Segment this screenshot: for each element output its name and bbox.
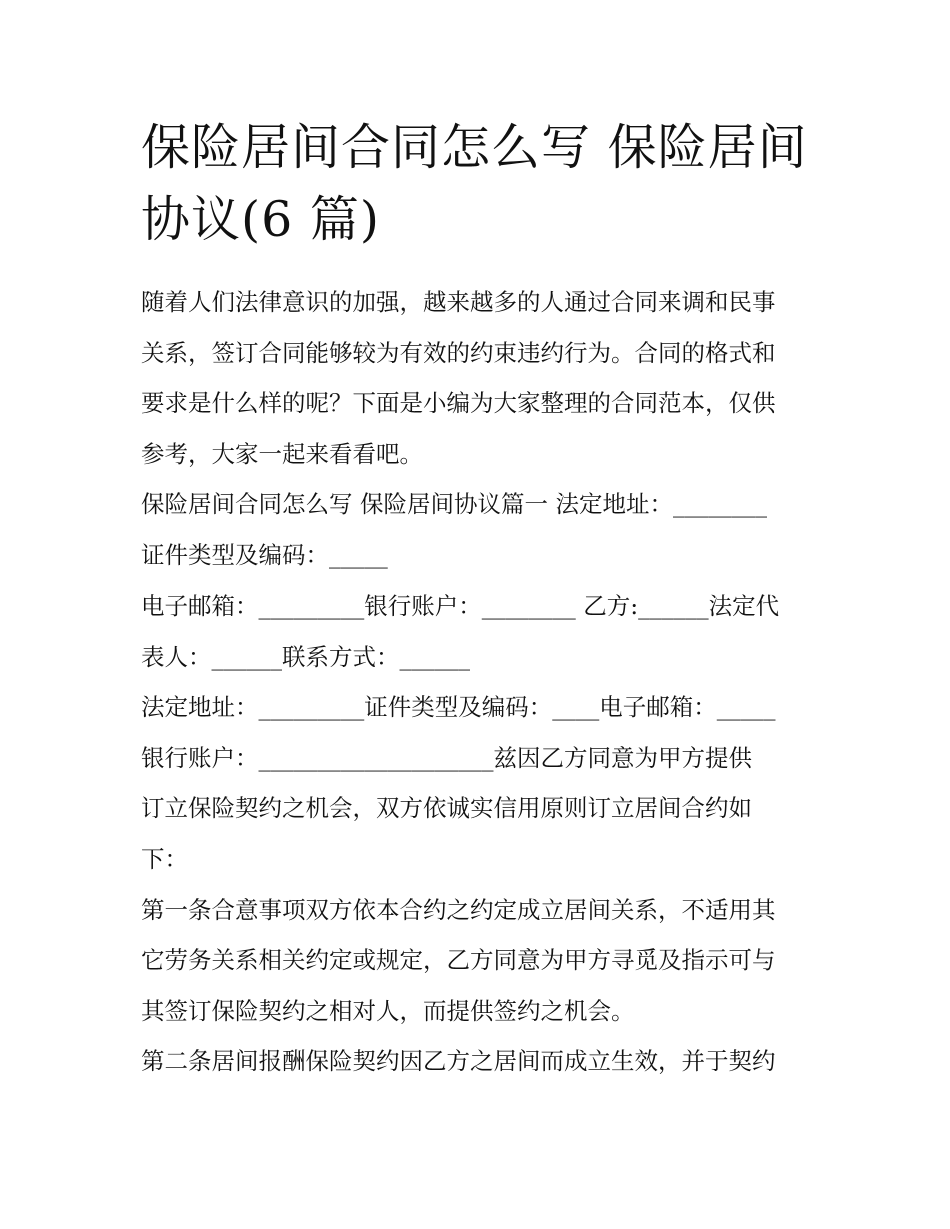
article-2-line: 第二条居间报酬保险契约因乙方之居间而成立生效，并于契约 — [141, 1047, 776, 1075]
section-1-line: 订立保险契约之机会，双方依诚实信用原则订立居间合约如 — [141, 794, 752, 822]
article-1-line: 其签订保险契约之相对人，而提供签约之机会。 — [141, 997, 635, 1025]
intro-line: 要求是什么样的呢？下面是小编为大家整理的合同范本，仅供 — [141, 389, 776, 417]
section-1-line: 表人：______联系方式：______ — [141, 643, 470, 671]
section-1-line: 银行账户：____________________兹因乙方同意为甲方提供 — [141, 744, 752, 772]
intro-line: 随着人们法律意识的加强，越来越多的人通过合同来调和民事 — [141, 288, 776, 316]
title-line-2: 协议(6 篇) — [141, 191, 380, 248]
section-1-line: 电子邮箱：_________银行账户：________ 乙方:______法定代 — [141, 592, 780, 620]
section-1-line: 下： — [141, 845, 188, 873]
title-line-1: 保险居间合同怎么写 保险居间 — [141, 119, 808, 176]
intro-line: 参考，大家一起来看看吧。 — [141, 440, 423, 468]
article-1-line: 第一条合意事项双方依本合约之约定成立居间关系，不适用其 — [141, 896, 776, 924]
section-1-heading: 保险居间合同怎么写 保险居间协议篇一 法定地址：________ — [141, 490, 767, 518]
article-1-line: 它劳务关系相关约定或规定，乙方同意为甲方寻觅及指示可与 — [141, 946, 776, 974]
section-1-line: 法定地址：_________证件类型及编码：____电子邮箱：_____ — [141, 693, 776, 721]
intro-line: 关系，签订合同能够较为有效的约束违约行为。合同的格式和 — [141, 339, 776, 367]
section-1-line: 证件类型及编码：_____ — [141, 541, 388, 569]
document-title — [141, 112, 821, 256]
